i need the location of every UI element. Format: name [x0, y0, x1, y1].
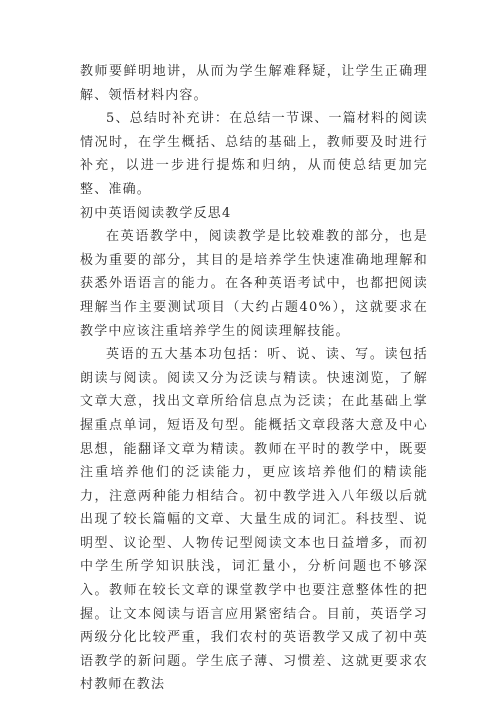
paragraph-reading-importance: 在英语教学中，阅读教学是比较难教的部分，也是极为重要的部分，其目的是培养学生快速准确地理解和获悉外语语言的能力。在各种英语考试中，也都把阅读理解当作主要测试项目（大约占题40%），这就要求在教学中应该注重培养学生的阅读理解技能。: [80, 229, 428, 339]
paragraph-continuation: 教师要鲜明地讲，从而为学生解难释疑，让学生正确理解、领悟材料内容。: [80, 64, 428, 103]
paragraph-summary-supplement: 5、总结时补充讲：在总结一节课、一篇材料的阅读情况时，在学生概括、总结的基础上，教师要及时进行补充，以进一步进行提炼和归纳，从而使总结更加完整、准确。: [80, 111, 428, 197]
section-heading: 初中英语阅读教学反思4: [80, 205, 232, 221]
paragraph-five-skills: 英语的五大基本功包括：听、说、读、写。读包括朗读与阅读。阅读又分为泛读与精读。快速浏览，了解文章大意，找出文章所给信息点为泛读；在此基础上掌握重点单词，短语及句型。能概括文章段落大意及中心思想，能翻译文章为精读。教师在平时的教学中，既要注重培养他们的泛读能力，更应该培养他们的精读能力，注意两种能力相结合。初中教学进入八年级以后就出现了较长篇幅的文章、大量生成的词汇。科技型、说明型、议论型、人物传记型阅读文本也日益增多，而初中学生所学知识肤浅，词汇量小，分析问题也不够深入。教师在较长文章的课堂教学中也要注意整体性的把握。让文本阅读与语言应用紧密结合。目前，英语学习两级分化比较严重，我们农村的英语教学又成了初中英语教学的新问题。学生底子薄、习惯差、这就更要求农村教师在教法: [80, 347, 428, 693]
document-body: [80, 60, 428, 697]
